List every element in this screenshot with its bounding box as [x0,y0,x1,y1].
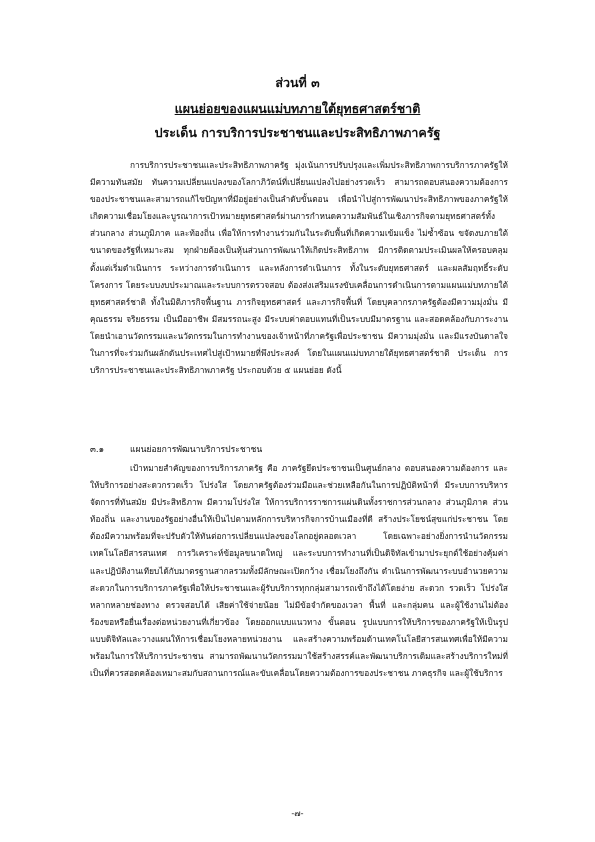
section-number: ๓.๑ [90,445,105,455]
part-heading: ส่วนที่ ๓ [275,75,320,90]
section-heading [90,442,508,456]
section-paragraph: เป้าหมายสำคัญของการบริการภาครัฐ คือ ภาครัฐยึดประชาชนเป็นศูนย์กลาง ตอบสนองความต้องการ และให้บริการอย่างสะดวกรวดเร็ว โปร่งใส โดยภาครัฐต้องร่วมมือและช่วยเหลือกันในการปฏิบัติหน้าที่ มีระบบการบริหารจัดการที่ทันสมัย มีประสิทธิภาพ มีความโปร่งใส ให้การบริการราชการแผ่นดินทั้งราชการส่วนกลาง ส่วนภูมิภาค ส่วนท้องถิ่น และงานของรัฐอย่างอื่นให้เป็นไปตามหลักการบริหารกิจการบ้านเมืองที่ดี สร้างประโยชน์สุขแก่ประชาชน โดยต้องมีความพร้อมที่จะปรับตัวให้ทันต่อการเปลี่ยนแปลงของโลกอยู่ตลอดเวลา โดยเฉพาะอย่างยิ่งการนำนวัตกรรม เทคโนโลยีสารสนเทศ การวิเคราะห์ข้อมูลขนาดใหญ่ และระบบการทำงานที่เป็นดิจิทัลเข้ามาประยุกต์ใช้อย่างคุ้มค่า และปฏิบัติงานเทียบได้กับมาตรฐานสากลรวมทั้งมีลักษณะเปิดกว้าง เชื่อมโยงถึงกัน ดำเนินการพัฒนาระบบอำนวยความสะดวกในการบริการภาครัฐเพื่อให้ประชาชนและผู้รับบริการทุกกลุ่มสามารถเข้าถึงได้โดยง่าย สะดวก รวดเร็ว โปร่งใส หลากหลายช่องทาง ตรวจสอบได้ เสียค่าใช้จ่ายน้อย ไม่มีข้อจำกัดของเวลา พื้นที่ และกลุ่มคน และผู้ใช้งานไม่ต้องร้องขอหรือยื่นเรื่องต่อหน่วยงานที่เกี่ยวข้อง โดยออกแบบแนวทาง ขั้นตอน รูปแบบการให้บริการของภาครัฐให้เป็นรูปแบบดิจิทัลและวางแผนให้การเชื่อมโยงหลายหน่วยงาน และสร้างความพร้อมด้านเทคโนโลยีสารสนเทศเพื่อให้มีความพร้อมในการให้บริการประชาชน สามารถพัฒนานวัตกรรมมาใช้สร้างสรรค์และพัฒนาบริการเดิมและสร้างบริการใหม่ที่เป็นที่ควรสอดคล้องเหมาะสมกับสถานการณ์และขับเคลื่อนโดยความต้องการของประชาชน ภาคธุรกิจ และผู้ใช้บริการ [90,463,508,679]
page-number: -๗- [291,809,304,819]
document-title: แผนย่อยของแผนแม่บทภายใต้ยุทธศาสตร์ชาติ [174,101,421,116]
issue-heading: ประเด็น การบริการประชาชนและประสิทธิภาพภาครัฐ [154,125,441,140]
section-title: แผนย่อยการพัฒนาบริการประชาชน [130,445,263,455]
intro-paragraph: การบริการประชาชนและประสิทธิภาพภาครัฐ มุ่งเน้นการปรับปรุงและเพิ่มประสิทธิภาพการบริการภาครัฐให้มีความทันสมัย ทันความเปลี่ยนแปลงของโลกาภิวัตน์ที่เปลี่ยนแปลงไปอย่างรวดเร็ว สามารถตอบสนองความต้องการของประชาชนและสามารถแก้ไขปัญหาที่มีอยู่อย่างเป็นลำดับขั้นตอน เพื่อนำไปสู่การพัฒนาประสิทธิภาพของภาครัฐให้เกิดความเชื่อมโยงและบูรณาการเป้าหมายยุทธศาสตร์ผ่านการกำหนดความสัมพันธ์ในเชิงภารกิจตามยุทธศาสตร์ทั้งส่วนกลาง ส่วนภูมิภาค และท้องถิ่น เพื่อให้การทำงานร่วมกันในระดับพื้นที่เกิดความเข้มแข็ง ไม่ซ้ำซ้อน ขจัดงบภายใต้ขนาดของรัฐที่เหมาะสม ทุกฝ่ายต้องเป็นหุ้นส่วนการพัฒนาให้เกิดประสิทธิภาพ มีการติดตามประเมินผลให้ครอบคลุม ตั้งแต่เริ่มดำเนินการ ระหว่างการดำเนินการ และหลังการดำเนินการ ทั้งในระดับยุทธศาสตร์ และผลสัมฤทธิ์ระดับโครงการ โดยระบบงบประมาณและระบบการตรวจสอบ ต้องส่งเสริมแรงขับเคลื่อนการดำเนินการตามแผนแม่บทภายใต้ยุทธศาสตร์ชาติ ทั้งในมิติภารกิจพื้นฐาน ภารกิจยุทธศาสตร์ และภารกิจพื้นที่ โดยบุคลากรภาครัฐต้องมีความมุ่งมั่น มีคุณธรรม จริยธรรม เป็นมืออาชีพ มีสมรรถนะสูง มีระบบค่าตอบแทนที่เป็นระบบมีมาตรฐาน และสอดคล้องกับภาระงาน โดยนำเอานวัตกรรมและนวัตกรรมในการทำงานของเจ้าหน้าที่ภาครัฐเพื่อประชาชน มีความมุ่งมั่น และมีแรงบันดาลใจในการที่จะร่วมกันผลักดันประเทศไปสู่เป้าหมายที่พึงประสงค์ โดยในแผนแม่บทภายใต้ยุทธศาสตร์ชาติ ประเด็น การบริการประชาชนและประสิทธิภาพภาครัฐ ประกอบด้วย ๕ แผนย่อย ดังนี้ [90,160,508,376]
